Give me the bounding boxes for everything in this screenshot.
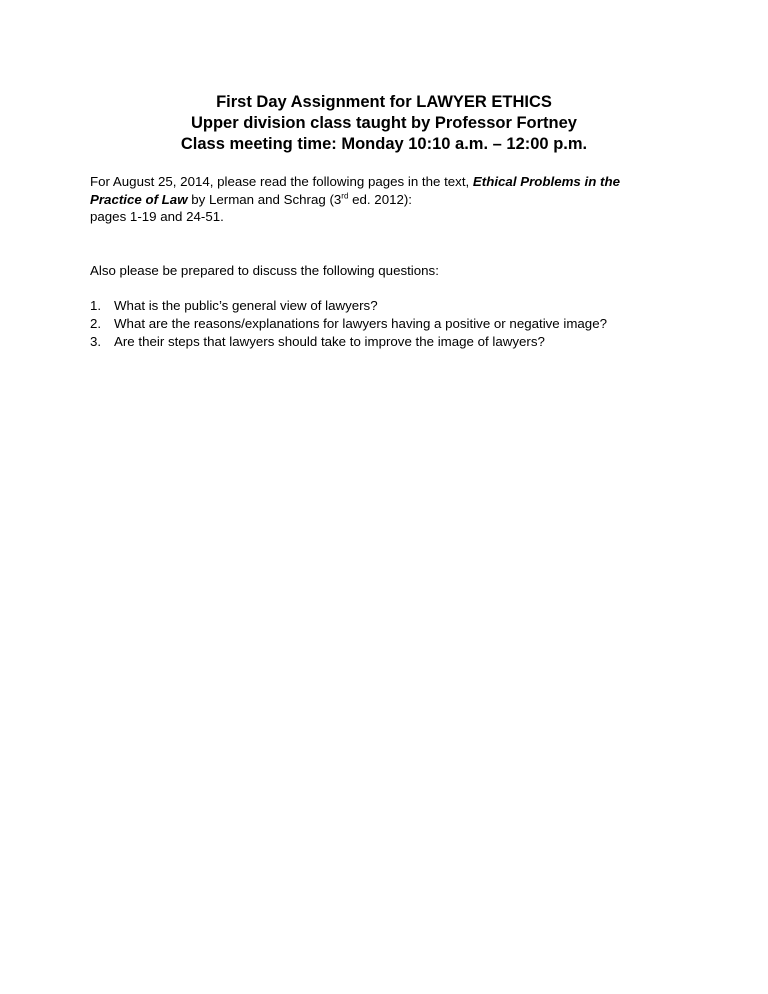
question-number: 1. — [90, 298, 102, 313]
question-number: 2. — [90, 316, 102, 332]
title-line-3: Class meeting time: Monday 10:10 a.m. – 12:00 p.m. — [180, 135, 588, 153]
edition-rest: ed. 2012): — [348, 191, 412, 207]
reading-authors: by Lerman and Schrag (3 — [187, 191, 342, 207]
list-item — [90, 297, 710, 315]
question-list — [90, 297, 710, 352]
title-block — [0, 92, 768, 155]
list-item — [90, 315, 710, 333]
reading-pages: pages 1-19 and 24-51. — [90, 209, 224, 224]
question-text: What is the public’s general view of lawyers? — [114, 298, 378, 313]
question-text: Are their steps that lawyers should take to improve the image of lawyers? — [114, 334, 545, 350]
reading-intro: For August 25, 2014, please read the following pages in the text, — [90, 174, 473, 189]
reading-line-1 — [90, 173, 650, 208]
question-number: 3. — [90, 334, 102, 350]
list-item — [90, 333, 710, 351]
discussion-intro-text: Also please be prepared to discuss the following questions: — [90, 263, 439, 278]
title-line-2: Upper division class taught by Professor Fortney — [190, 114, 577, 132]
title-line-1: First Day Assignment for LAWYER ETHICS — [216, 93, 552, 111]
question-text: What are the reasons/explanations for lawyers having a positive or negative image? — [114, 316, 607, 332]
book-title: Ethical Problems in the Practice of Law — [90, 174, 620, 207]
discussion-intro — [90, 262, 690, 280]
edition-superscript: rd — [341, 191, 349, 201]
reading-assignment-paragraph — [90, 173, 690, 226]
